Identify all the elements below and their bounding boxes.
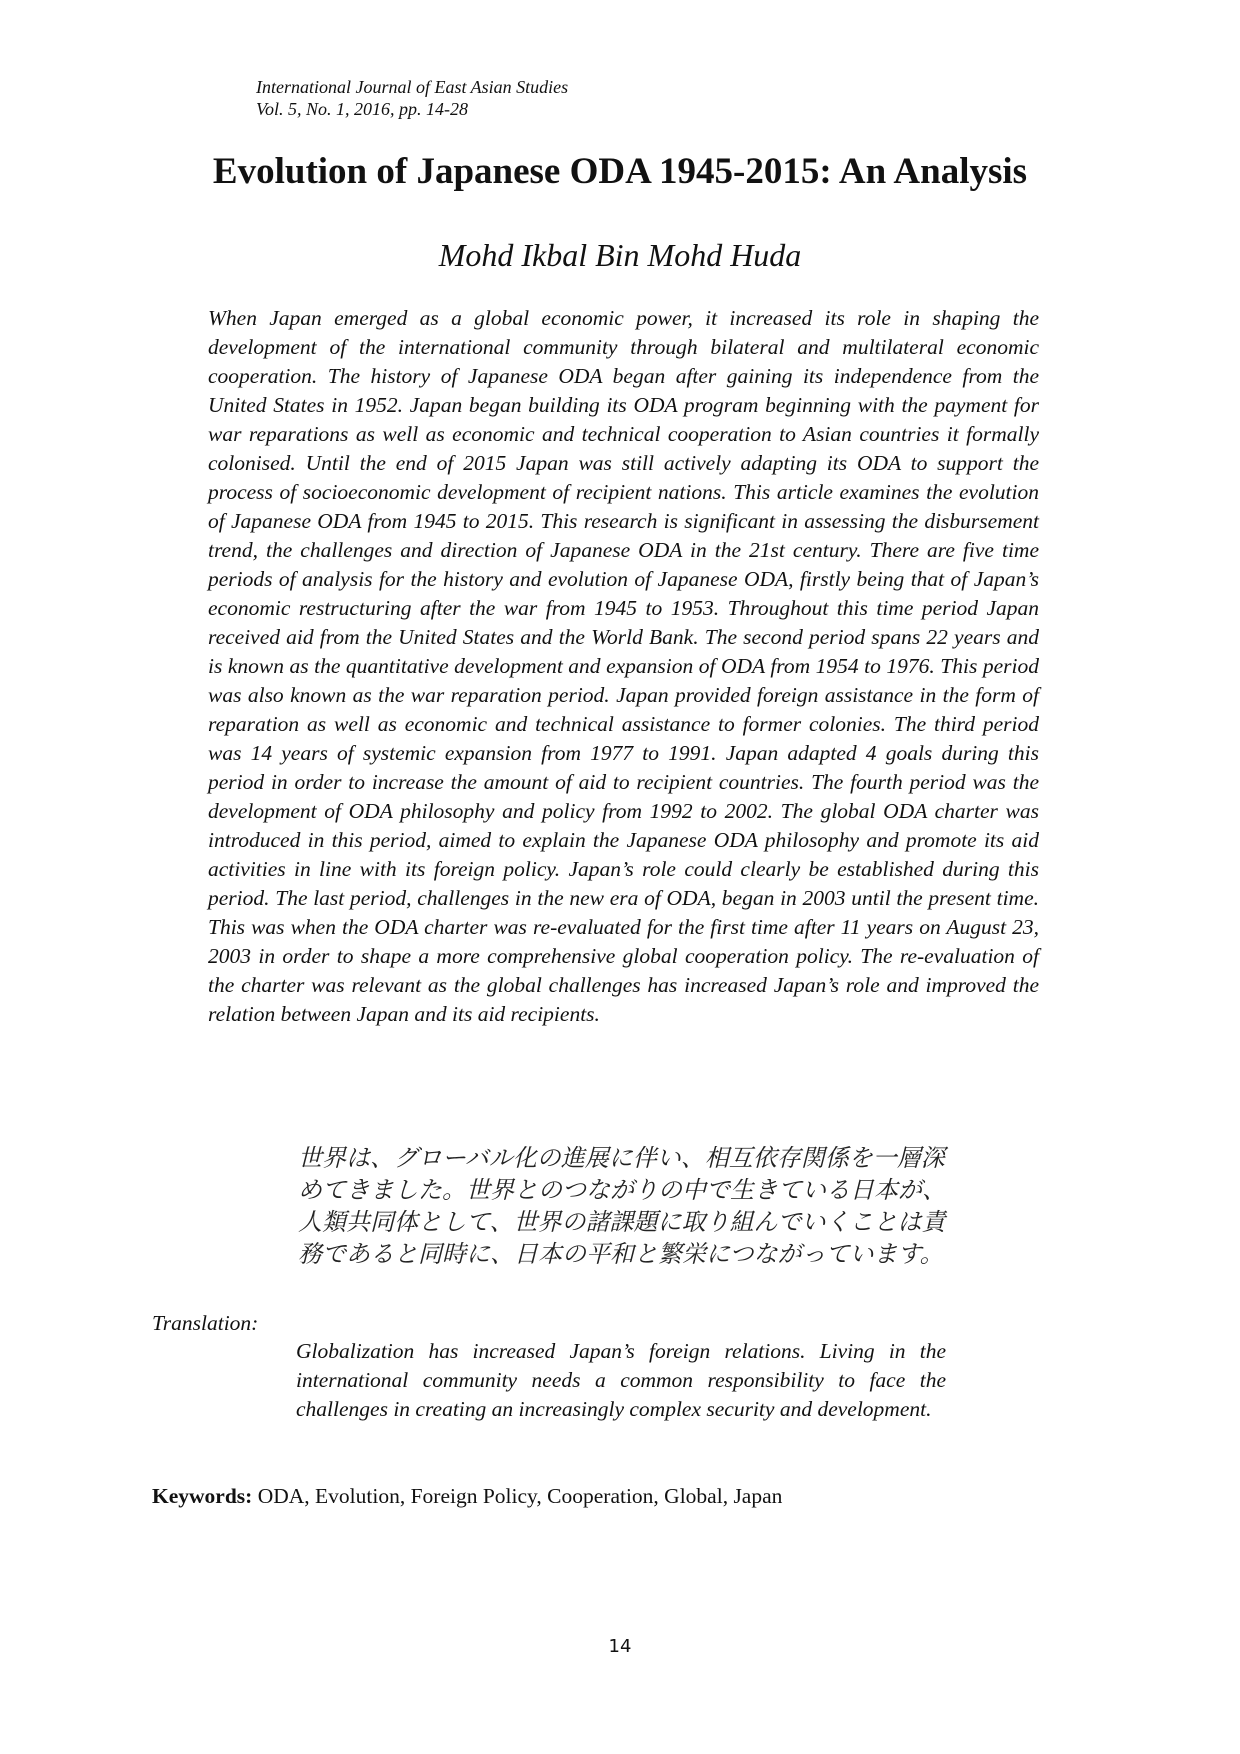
translation-text: Globalization has increased Japan’s foreign relations. Living in the international community needs a common responsibility to face the challenges in creating an increasingly complex security and development. <box>296 1339 946 1421</box>
journal-issue: Vol. 5, No. 1, 2016, pp. 14-28 <box>256 99 469 119</box>
japanese-quote: 世界は、グローバル化の進展に伴い、相互依存関係を一層深めてきました。世界とのつながりの中で生きている日本が、人類共同体として、世界の諸課題に取り組んでいくことは責務であると同時に、日本の平和と繁栄につながっています。 <box>298 1144 946 1268</box>
translation-label: Translation: <box>152 1311 259 1335</box>
keywords-list: ODA, Evolution, Foreign Policy, Cooperation, Global, Japan <box>257 1484 783 1508</box>
journal-header <box>256 76 568 120</box>
journal-name: International Journal of East Asian Studies <box>256 77 569 97</box>
keywords-line <box>152 1482 782 1510</box>
keywords-label: Keywords: <box>152 1484 253 1508</box>
page-number: 14 <box>608 1636 632 1657</box>
author-name: Mohd Ikbal Bin Mohd Huda <box>438 237 802 273</box>
abstract-text: When Japan emerged as a global economic power, it increased its role in shaping the development of the international community through bilateral and multilateral economic cooperation. The history of Japanese ODA began after gaining its independence from the United States in 1952. Japan began building its ODA program beginning with the payment for war reparations as well as economic and technical cooperation to Asian countries it formally colonised. Until the end of 2015 Japan was still actively adapting its ODA to support the process of socioeconomic development of recipient nations. This article examines the evolution of Japanese ODA from 1945 to 2015. This research is significant in assessing the disbursement trend, the challenges and direction of Japanese ODA in the 21st century. There are five time periods of analysis for the history and evolution of Japanese ODA, firstly being that of Japan’s economic restructuring after the war from 1945 to 1953. Throughout this time period Japan received aid from the United States and the World Bank. The second period spans 22 years and is known as the quantitative development and expansion of ODA from 1954 to 1976. This period was also known as the war reparation period. Japan provided foreign assistance in the form of reparation as well as economic and technical assistance to former colonies. The third period was 14 years of systemic expansion from 1977 to 1991. Japan adapted 4 goals during this period in order to increase the amount of aid to recipient countries. The fourth period was the development of ODA philosophy and policy from 1992 to 2002. The global ODA charter was introduced in this period, aimed to explain the Japanese ODA philosophy and promote its aid activities in line with its foreign policy. Japan’s role could clearly be established during this period. The last period, challenges in the new era of ODA, began in 2003 until the present time. This was when the ODA charter was re-evaluated for the first time after 11 years on August 23, 2003 in order to shape a more comprehensive global cooperation policy. The re-evaluation of the charter was relevant as the global challenges has increased Japan’s role and improved the relation between Japan and its aid recipients. <box>208 306 1039 1026</box>
paper-title: Evolution of Japanese ODA 1945-2015: An Analysis <box>212 151 1028 192</box>
